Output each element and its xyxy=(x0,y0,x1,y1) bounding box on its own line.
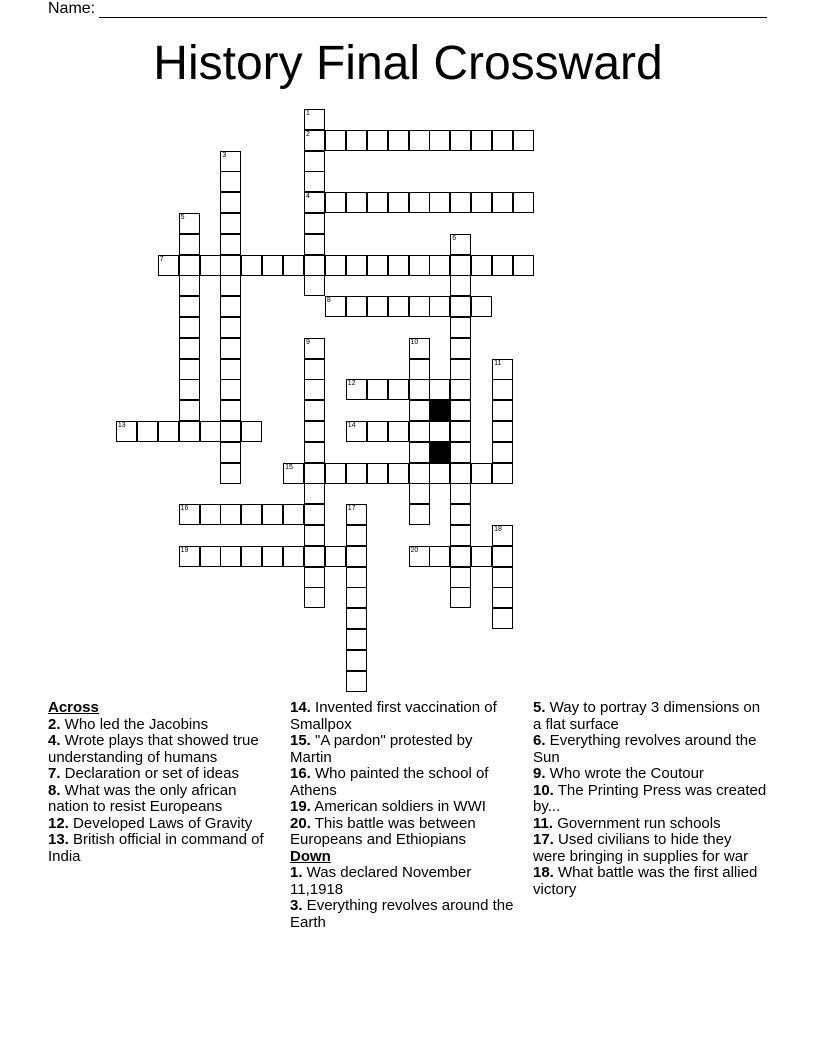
down-heading: Down xyxy=(290,847,331,865)
across-clue-list xyxy=(48,717,278,866)
clue-number: 14. xyxy=(290,699,311,716)
cell-number: 3 xyxy=(222,151,227,159)
grid-cell[interactable] xyxy=(241,421,262,442)
grid-cell[interactable] xyxy=(450,234,471,255)
grid-cell[interactable] xyxy=(304,567,325,588)
grid-cell[interactable] xyxy=(429,296,450,317)
grid-cell[interactable] xyxy=(346,546,367,567)
clue-text: American soldiers in WWI xyxy=(310,798,486,815)
grid-cell[interactable] xyxy=(492,255,513,276)
grid-cell[interactable] xyxy=(346,587,367,608)
grid-cell[interactable] xyxy=(513,192,534,213)
grid-cell[interactable] xyxy=(492,525,513,546)
grid-cell[interactable] xyxy=(346,525,367,546)
clue-number: 13. xyxy=(48,831,69,848)
grid-cell[interactable] xyxy=(220,255,241,276)
grid-cell[interactable] xyxy=(220,338,241,359)
clue-number: 1. xyxy=(290,864,303,881)
grid-cell[interactable] xyxy=(409,463,430,484)
clue xyxy=(290,766,515,799)
grid-cell[interactable] xyxy=(513,255,534,276)
grid-cell[interactable] xyxy=(388,192,409,213)
cell-number: 11 xyxy=(494,359,502,367)
grid-cell[interactable] xyxy=(450,379,471,400)
grid-cell[interactable] xyxy=(304,275,325,296)
grid-cell[interactable] xyxy=(304,359,325,380)
grid-cell[interactable] xyxy=(492,442,513,463)
clue-number: 8. xyxy=(48,781,61,799)
clue-text: What was the only african nation to resist Europeans xyxy=(48,781,237,815)
grid-cell[interactable] xyxy=(304,504,325,525)
clue-text: Who led the Jacobins xyxy=(60,715,209,733)
grid-cell[interactable] xyxy=(262,546,283,567)
grid-cell[interactable] xyxy=(346,608,367,629)
grid-cell[interactable] xyxy=(471,130,492,151)
grid-cell[interactable] xyxy=(471,463,492,484)
grid-cell[interactable] xyxy=(179,379,200,400)
grid-cell[interactable] xyxy=(429,192,450,213)
grid-cell[interactable] xyxy=(388,130,409,151)
grid-cell[interactable] xyxy=(179,213,200,234)
grid-cell[interactable] xyxy=(346,671,367,692)
grid-cell[interactable] xyxy=(450,296,471,317)
grid-cell[interactable] xyxy=(346,567,367,588)
grid-cell[interactable] xyxy=(429,421,450,442)
grid-cell[interactable] xyxy=(409,504,430,525)
grid-cell[interactable] xyxy=(492,192,513,213)
grid-cell[interactable] xyxy=(450,338,471,359)
clue-text: Who wrote the Coutour xyxy=(545,765,704,782)
black-cell xyxy=(429,442,450,463)
grid-cell[interactable] xyxy=(471,296,492,317)
clue-number: 20. xyxy=(290,814,311,832)
clue-text: "A pardon" protested by Martin xyxy=(290,732,473,766)
grid-cell[interactable] xyxy=(429,379,450,400)
grid-cell[interactable] xyxy=(346,192,367,213)
grid-cell[interactable] xyxy=(304,442,325,463)
grid-cell[interactable] xyxy=(388,296,409,317)
clue-number: 7. xyxy=(48,765,61,782)
grid-cell[interactable] xyxy=(200,255,221,276)
grid-cell[interactable] xyxy=(304,192,325,213)
grid-cell[interactable] xyxy=(304,151,325,172)
grid-cell[interactable] xyxy=(409,442,430,463)
grid-cell[interactable] xyxy=(429,463,450,484)
clue-text: Was declared November 11,1918 xyxy=(290,864,472,898)
clue-text: Government run schools xyxy=(553,814,721,832)
grid-cell[interactable] xyxy=(450,421,471,442)
grid-cell[interactable] xyxy=(471,255,492,276)
clue xyxy=(533,783,768,816)
clues-column-1 xyxy=(48,700,278,865)
clue xyxy=(48,766,278,783)
clue-number: 18. xyxy=(533,864,554,881)
clue-number: 6. xyxy=(533,732,546,749)
grid-cell[interactable] xyxy=(179,546,200,567)
grid-cell[interactable] xyxy=(450,275,471,296)
grid-cell[interactable] xyxy=(241,504,262,525)
grid-cell[interactable] xyxy=(492,379,513,400)
grid-cell[interactable] xyxy=(220,151,241,172)
grid-cell[interactable] xyxy=(220,379,241,400)
grid-cell[interactable] xyxy=(409,546,430,567)
grid-cell[interactable] xyxy=(179,275,200,296)
grid-cell[interactable] xyxy=(346,255,367,276)
grid-cell[interactable] xyxy=(304,255,325,276)
clue-text: Used civilians to hide they were bringing in supplies for war xyxy=(533,831,749,865)
clue xyxy=(533,816,768,833)
grid-cell[interactable] xyxy=(513,130,534,151)
grid-cell[interactable] xyxy=(409,255,430,276)
grid-cell[interactable] xyxy=(450,463,471,484)
clue-number: 10. xyxy=(533,781,554,799)
grid-cell[interactable] xyxy=(367,379,388,400)
clue-text: Everything revolves around the Earth xyxy=(290,897,514,931)
clues-column-2 xyxy=(290,700,515,931)
clue xyxy=(48,783,278,816)
grid-cell[interactable] xyxy=(283,546,304,567)
cell-number: 6 xyxy=(452,234,457,242)
grid-cell[interactable] xyxy=(200,504,221,525)
grid-cell[interactable] xyxy=(471,546,492,567)
grid-cell[interactable] xyxy=(304,171,325,192)
clue xyxy=(290,816,515,849)
grid-cell[interactable] xyxy=(367,296,388,317)
grid-cell[interactable] xyxy=(367,130,388,151)
grid-cell[interactable] xyxy=(450,567,471,588)
grid-cell[interactable] xyxy=(158,421,179,442)
cell-number: 8 xyxy=(326,297,331,305)
grid-cell[interactable] xyxy=(409,296,430,317)
grid-cell[interactable] xyxy=(241,546,262,567)
grid-cell[interactable] xyxy=(304,483,325,504)
grid-cell[interactable] xyxy=(409,400,430,421)
grid-cell[interactable] xyxy=(388,421,409,442)
grid-cell[interactable] xyxy=(220,275,241,296)
clue-number: 2. xyxy=(48,715,61,733)
grid-cell[interactable] xyxy=(158,255,179,276)
grid-cell[interactable] xyxy=(450,192,471,213)
grid-cell[interactable] xyxy=(283,504,304,525)
grid-cell[interactable] xyxy=(220,546,241,567)
grid-cell[interactable] xyxy=(492,130,513,151)
grid-cell[interactable] xyxy=(220,442,241,463)
grid-cell[interactable] xyxy=(220,192,241,213)
grid-cell[interactable] xyxy=(325,130,346,151)
cell-number: 2 xyxy=(306,130,310,138)
grid-cell[interactable] xyxy=(325,546,346,567)
grid-cell[interactable] xyxy=(471,192,492,213)
clue-number: 11. xyxy=(533,814,554,832)
grid-cell[interactable] xyxy=(492,608,513,629)
clue-text: Way to portray 3 dimensions on a flat surface xyxy=(533,699,761,733)
cell-number: 15 xyxy=(285,463,293,471)
grid-cell[interactable] xyxy=(429,130,450,151)
grid-cell[interactable] xyxy=(409,421,430,442)
grid-cell[interactable] xyxy=(429,255,450,276)
clue-number: 12. xyxy=(48,814,69,832)
cell-number: 14 xyxy=(347,422,356,429)
grid-cell[interactable] xyxy=(325,463,346,484)
clue-text: This battle was between Europeans and Ethiopians xyxy=(290,814,476,848)
clue xyxy=(290,799,515,816)
grid-cell[interactable] xyxy=(220,421,241,442)
clue xyxy=(533,700,768,733)
clue xyxy=(48,733,278,766)
grid-cell[interactable] xyxy=(325,255,346,276)
grid-cell[interactable] xyxy=(220,504,241,525)
grid-cell[interactable] xyxy=(450,546,471,567)
cell-number: 13 xyxy=(117,422,126,429)
down-clue-list xyxy=(290,865,515,931)
name-label: Name: xyxy=(48,0,96,17)
grid-cell[interactable] xyxy=(304,338,325,359)
grid-cell[interactable] xyxy=(304,421,325,442)
grid-cell[interactable] xyxy=(450,317,471,338)
grid-cell[interactable] xyxy=(137,421,158,442)
grid-cell[interactable] xyxy=(409,379,430,400)
cell-number: 1 xyxy=(306,110,310,117)
grid-cell[interactable] xyxy=(283,463,304,484)
grid-cell[interactable] xyxy=(409,483,430,504)
grid-cell[interactable] xyxy=(200,421,221,442)
across-heading: Across xyxy=(48,699,99,716)
grid-cell[interactable] xyxy=(346,296,367,317)
clue xyxy=(290,733,515,766)
clue-number: 16. xyxy=(290,765,311,782)
grid-cell[interactable] xyxy=(492,463,513,484)
clue xyxy=(290,898,515,931)
grid-cell[interactable] xyxy=(116,421,137,442)
grid-cell[interactable] xyxy=(304,587,325,608)
grid-cell[interactable] xyxy=(367,192,388,213)
grid-cell[interactable] xyxy=(450,400,471,421)
grid-cell[interactable] xyxy=(450,525,471,546)
grid-cell[interactable] xyxy=(283,255,304,276)
clue xyxy=(533,733,768,766)
grid-cell[interactable] xyxy=(325,296,346,317)
grid-cell[interactable] xyxy=(220,400,241,421)
grid-cell[interactable] xyxy=(325,192,346,213)
grid-cell[interactable] xyxy=(262,504,283,525)
grid-cell[interactable] xyxy=(241,255,262,276)
grid-cell[interactable] xyxy=(179,255,200,276)
grid-cell[interactable] xyxy=(450,504,471,525)
clue-number: 9. xyxy=(533,765,546,782)
grid-cell[interactable] xyxy=(388,463,409,484)
grid-cell[interactable] xyxy=(179,234,200,255)
grid-cell[interactable] xyxy=(409,192,430,213)
grid-cell[interactable] xyxy=(346,629,367,650)
page-title: History Final Crossward xyxy=(153,37,663,90)
grid-cell[interactable] xyxy=(220,317,241,338)
grid-cell[interactable] xyxy=(304,525,325,546)
grid-cell[interactable] xyxy=(179,317,200,338)
grid-cell[interactable] xyxy=(409,359,430,380)
grid-cell[interactable] xyxy=(409,338,430,359)
clue-number: 3. xyxy=(290,897,303,914)
cell-number: 17 xyxy=(347,505,356,513)
cell-number: 7 xyxy=(159,255,164,263)
grid-cell[interactable] xyxy=(492,587,513,608)
grid-cell[interactable] xyxy=(179,296,200,317)
grid-cell[interactable] xyxy=(388,379,409,400)
cell-number: 5 xyxy=(180,214,185,221)
clue-number: 5. xyxy=(533,699,546,716)
down-clue-list-continued xyxy=(533,700,768,898)
clue-text: Who painted the school of Athens xyxy=(290,765,489,799)
clue-number: 17. xyxy=(533,831,554,848)
cell-number: 12 xyxy=(347,380,356,388)
grid-cell[interactable] xyxy=(492,359,513,380)
clue-text: British official in command of India xyxy=(48,831,264,865)
grid-cell[interactable] xyxy=(429,546,450,567)
grid-cell[interactable] xyxy=(450,359,471,380)
cell-number: 9 xyxy=(306,338,310,346)
grid-cell[interactable] xyxy=(200,546,221,567)
clue xyxy=(290,865,515,898)
clue-number: 15. xyxy=(290,732,311,749)
grid-cell[interactable] xyxy=(220,463,241,484)
grid-cell[interactable] xyxy=(367,463,388,484)
clue xyxy=(48,816,278,833)
clue xyxy=(48,832,278,865)
grid-cell[interactable] xyxy=(220,234,241,255)
grid-cell[interactable] xyxy=(450,442,471,463)
grid-cell[interactable] xyxy=(367,421,388,442)
cell-number: 16 xyxy=(180,505,189,513)
clue xyxy=(533,766,768,783)
cell-number: 4 xyxy=(306,193,310,201)
clue xyxy=(533,865,768,898)
clue-text: The Printing Press was created by... xyxy=(533,781,767,815)
clue xyxy=(533,832,768,865)
grid-cell[interactable] xyxy=(450,587,471,608)
clue-number: 4. xyxy=(48,732,61,749)
grid-cell[interactable] xyxy=(304,400,325,421)
grid-cell[interactable] xyxy=(492,546,513,567)
grid-cell[interactable] xyxy=(346,463,367,484)
grid-cell[interactable] xyxy=(450,130,471,151)
grid-cell[interactable] xyxy=(179,400,200,421)
grid-cell[interactable] xyxy=(220,359,241,380)
grid-cell[interactable] xyxy=(388,255,409,276)
grid-cell[interactable] xyxy=(367,255,388,276)
grid-cell[interactable] xyxy=(346,379,367,400)
grid-cell[interactable] xyxy=(304,109,325,130)
across-clue-list-continued xyxy=(290,700,515,849)
grid-cell[interactable] xyxy=(304,546,325,567)
grid-cell[interactable] xyxy=(450,255,471,276)
grid-cell[interactable] xyxy=(304,130,325,151)
clue-text: Developed Laws of Gravity xyxy=(68,814,253,832)
grid-cell[interactable] xyxy=(220,296,241,317)
clue-text: Declaration or set of ideas xyxy=(60,765,239,782)
clue xyxy=(48,717,278,734)
grid-cell[interactable] xyxy=(450,483,471,504)
grid-cell[interactable] xyxy=(346,650,367,671)
grid-cell[interactable] xyxy=(179,504,200,525)
cell-number: 10 xyxy=(410,338,419,346)
grid-cell[interactable] xyxy=(220,171,241,192)
black-cell xyxy=(429,400,450,421)
grid-cell[interactable] xyxy=(492,400,513,421)
grid-cell[interactable] xyxy=(304,234,325,255)
clue-text: Invented first vaccination of Smallpox xyxy=(290,699,497,733)
grid-cell[interactable] xyxy=(262,255,283,276)
grid-cell[interactable] xyxy=(179,359,200,380)
grid-cell[interactable] xyxy=(492,421,513,442)
grid-cell[interactable] xyxy=(346,421,367,442)
clue-text: Wrote plays that showed true understanding of humans xyxy=(48,732,259,766)
cell-number: 20 xyxy=(410,546,419,554)
clues-column-3 xyxy=(533,700,768,898)
grid-cell[interactable] xyxy=(492,567,513,588)
grid-cell[interactable] xyxy=(179,338,200,359)
cell-number: 18 xyxy=(494,526,502,533)
grid-cell[interactable] xyxy=(304,213,325,234)
clue-number: 19. xyxy=(290,798,311,815)
grid-cell[interactable] xyxy=(304,463,325,484)
grid-cell[interactable] xyxy=(346,504,367,525)
clue-text: Everything revolves around the Sun xyxy=(533,732,757,766)
grid-cell[interactable] xyxy=(304,379,325,400)
clue xyxy=(290,700,515,733)
grid-cell[interactable] xyxy=(220,213,241,234)
grid-cell[interactable] xyxy=(346,130,367,151)
grid-cell[interactable] xyxy=(409,130,430,151)
cell-number: 19 xyxy=(180,546,189,554)
grid-cell[interactable] xyxy=(179,421,200,442)
clue-text: What battle was the first allied victory xyxy=(533,864,758,898)
